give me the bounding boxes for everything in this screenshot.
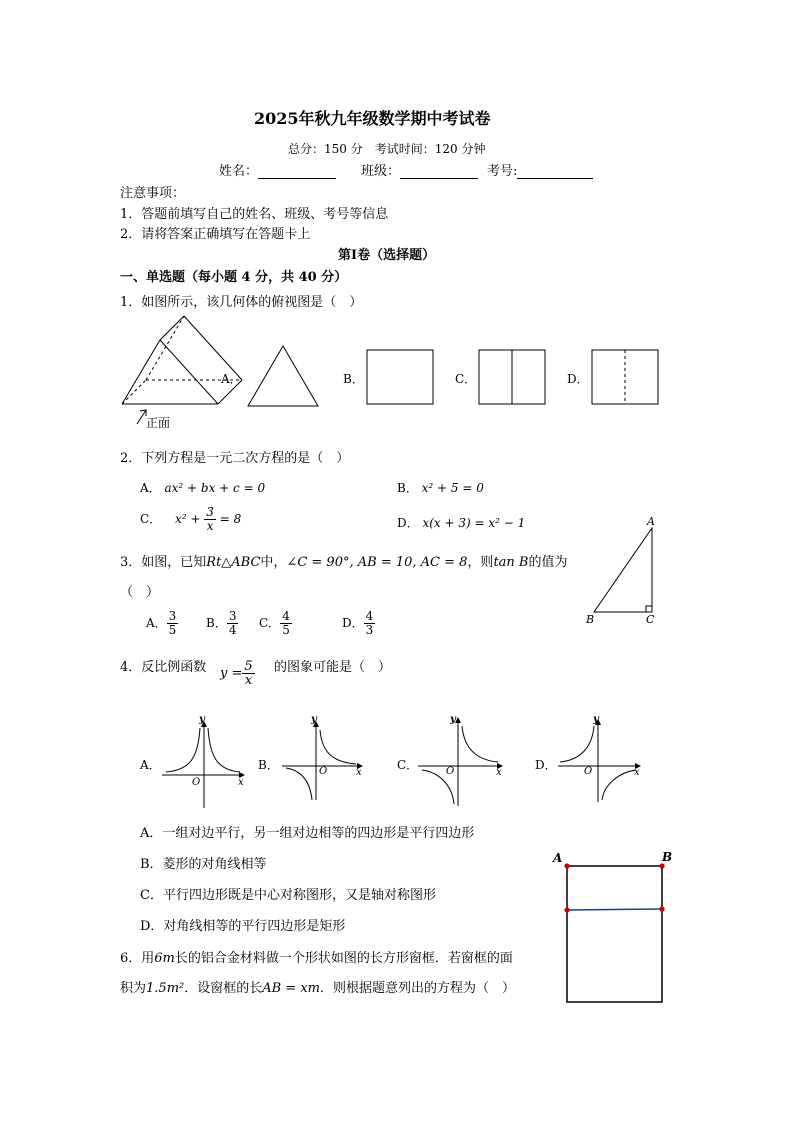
q5-option-a[interactable]: A．一组对边平行，另一组对边相等的四边形是平行四边形 — [140, 826, 475, 841]
q2-a-label: A． — [140, 481, 161, 495]
q3-option-a[interactable]: A． $\frac{3}{5}$ — [146, 609, 177, 637]
q3-c-fraction: $\frac{4}{5}$ — [282, 609, 290, 637]
graph-b-x-label: x — [356, 767, 362, 778]
q2-d-expr: x(x + 3) = x² − 1 — [422, 516, 526, 530]
q3-stem: 3．如图，已知Rt△ABC中，∠C = 90°, AB = 10, AC = 8，则tan B的值为 — [120, 555, 568, 570]
volume-title: 第Ⅰ卷（选择题） — [338, 248, 436, 263]
graph-d-x-label: x — [634, 767, 640, 778]
q4-function: y = $\frac{5}{x}$ — [220, 659, 253, 688]
q4-stem-post: 的图象可能是（ ） — [274, 660, 392, 675]
class-label: 班级： — [361, 164, 401, 179]
graph-a-origin: O — [192, 777, 201, 788]
q2-d-label: D． — [397, 516, 419, 530]
q6-line-2: 积为1.5m²．设窗框的长AB = xm．则根据题意列出的方程为（ ） — [120, 981, 516, 996]
q2-b-expr: x² + 5 = 0 — [421, 481, 484, 495]
q1-option-b[interactable]: B． — [343, 372, 364, 386]
frame-label-b: B — [662, 850, 673, 864]
q1-option-d[interactable]: D． — [567, 372, 589, 386]
q4-stem-pre: 4．反比例函数 — [120, 660, 207, 675]
q2-a-expr: ax² + bx + c = 0 — [164, 481, 266, 495]
q3-option-b[interactable]: B． $\frac{3}{4}$ — [206, 609, 237, 637]
q1-option-c[interactable]: C． — [455, 372, 477, 386]
notes-item: 2．请将答案正确填写在答题卡上 — [120, 227, 311, 242]
notes-heading: 注意事项： — [120, 186, 186, 201]
q3-a-fraction: $\frac{3}{5}$ — [168, 609, 177, 637]
q3-paren: （ ） — [120, 585, 160, 600]
q3-vertex-b: B — [586, 613, 595, 626]
page-title: 2025年秋九年级数学期中考试卷 — [254, 109, 491, 128]
q5-option-d[interactable]: D．对角线相等的平行四边形是矩形 — [140, 919, 346, 934]
graph-a-x-label: x — [238, 777, 244, 788]
q3-vertex-a: A — [647, 515, 655, 528]
graph-c-y-label: y — [450, 714, 456, 725]
q1-option-a[interactable]: A． — [221, 372, 242, 386]
q1-stem: 1．如图所示，该几何体的俯视图是（ ） — [120, 295, 363, 310]
q2-b-label: B． — [397, 481, 418, 495]
q4-option-d[interactable]: D． — [535, 758, 557, 772]
graph-d-origin: O — [584, 766, 593, 777]
q6-line-1: 6．用6m长的铝合金材料做一个形状如图的长方形窗框．若窗框的面 — [120, 951, 513, 966]
score-time-line: 总分：150 分 考试时间：120 分钟 — [288, 142, 486, 156]
q4-option-c[interactable]: C． — [397, 758, 419, 772]
graph-a-y-label: y — [199, 714, 205, 725]
q3-b-fraction: $\frac{3}{4}$ — [228, 609, 237, 637]
front-label: 正面 — [146, 416, 171, 430]
graph-b-origin: O — [319, 766, 328, 777]
number-label: 考号: — [487, 164, 518, 179]
q5-option-c[interactable]: C．平行四边形既是中心对称图形，又是轴对称图形 — [140, 888, 436, 903]
q3-option-c[interactable]: C． $\frac{4}{5}$ — [259, 609, 290, 637]
q4-option-b[interactable]: B． — [258, 758, 279, 772]
q3-option-d[interactable]: D． $\frac{4}{3}$ — [342, 609, 374, 637]
q5-option-b[interactable]: B．菱形的对角线相等 — [140, 857, 267, 872]
q4-option-a[interactable]: A． — [140, 758, 161, 772]
q2-c-post: = 8 — [219, 512, 242, 526]
q2-c-label: C． — [140, 512, 162, 526]
notes-item: 1．答题前填写自己的姓名、班级、考号等信息 — [120, 207, 389, 222]
name-label: 姓名： — [219, 164, 259, 179]
q2-stem: 2．下列方程是一元二次方程的是（ ） — [120, 451, 350, 466]
graph-d-y-label: y — [593, 714, 599, 725]
frame-label-a: A — [553, 851, 563, 865]
q2-c-fraction: $\frac{3}{x}$ — [206, 505, 214, 533]
q2-c-pre: x² + — [175, 512, 201, 526]
section-title: 一、单选题（每小题 4 分，共 40 分） — [120, 270, 348, 285]
q3-vertex-c: C — [646, 613, 655, 626]
graph-c-origin: O — [446, 766, 455, 777]
q3-d-fraction: $\frac{4}{3}$ — [365, 609, 374, 637]
graph-c-x-label: x — [496, 767, 502, 778]
graph-b-y-label: y — [311, 714, 317, 725]
